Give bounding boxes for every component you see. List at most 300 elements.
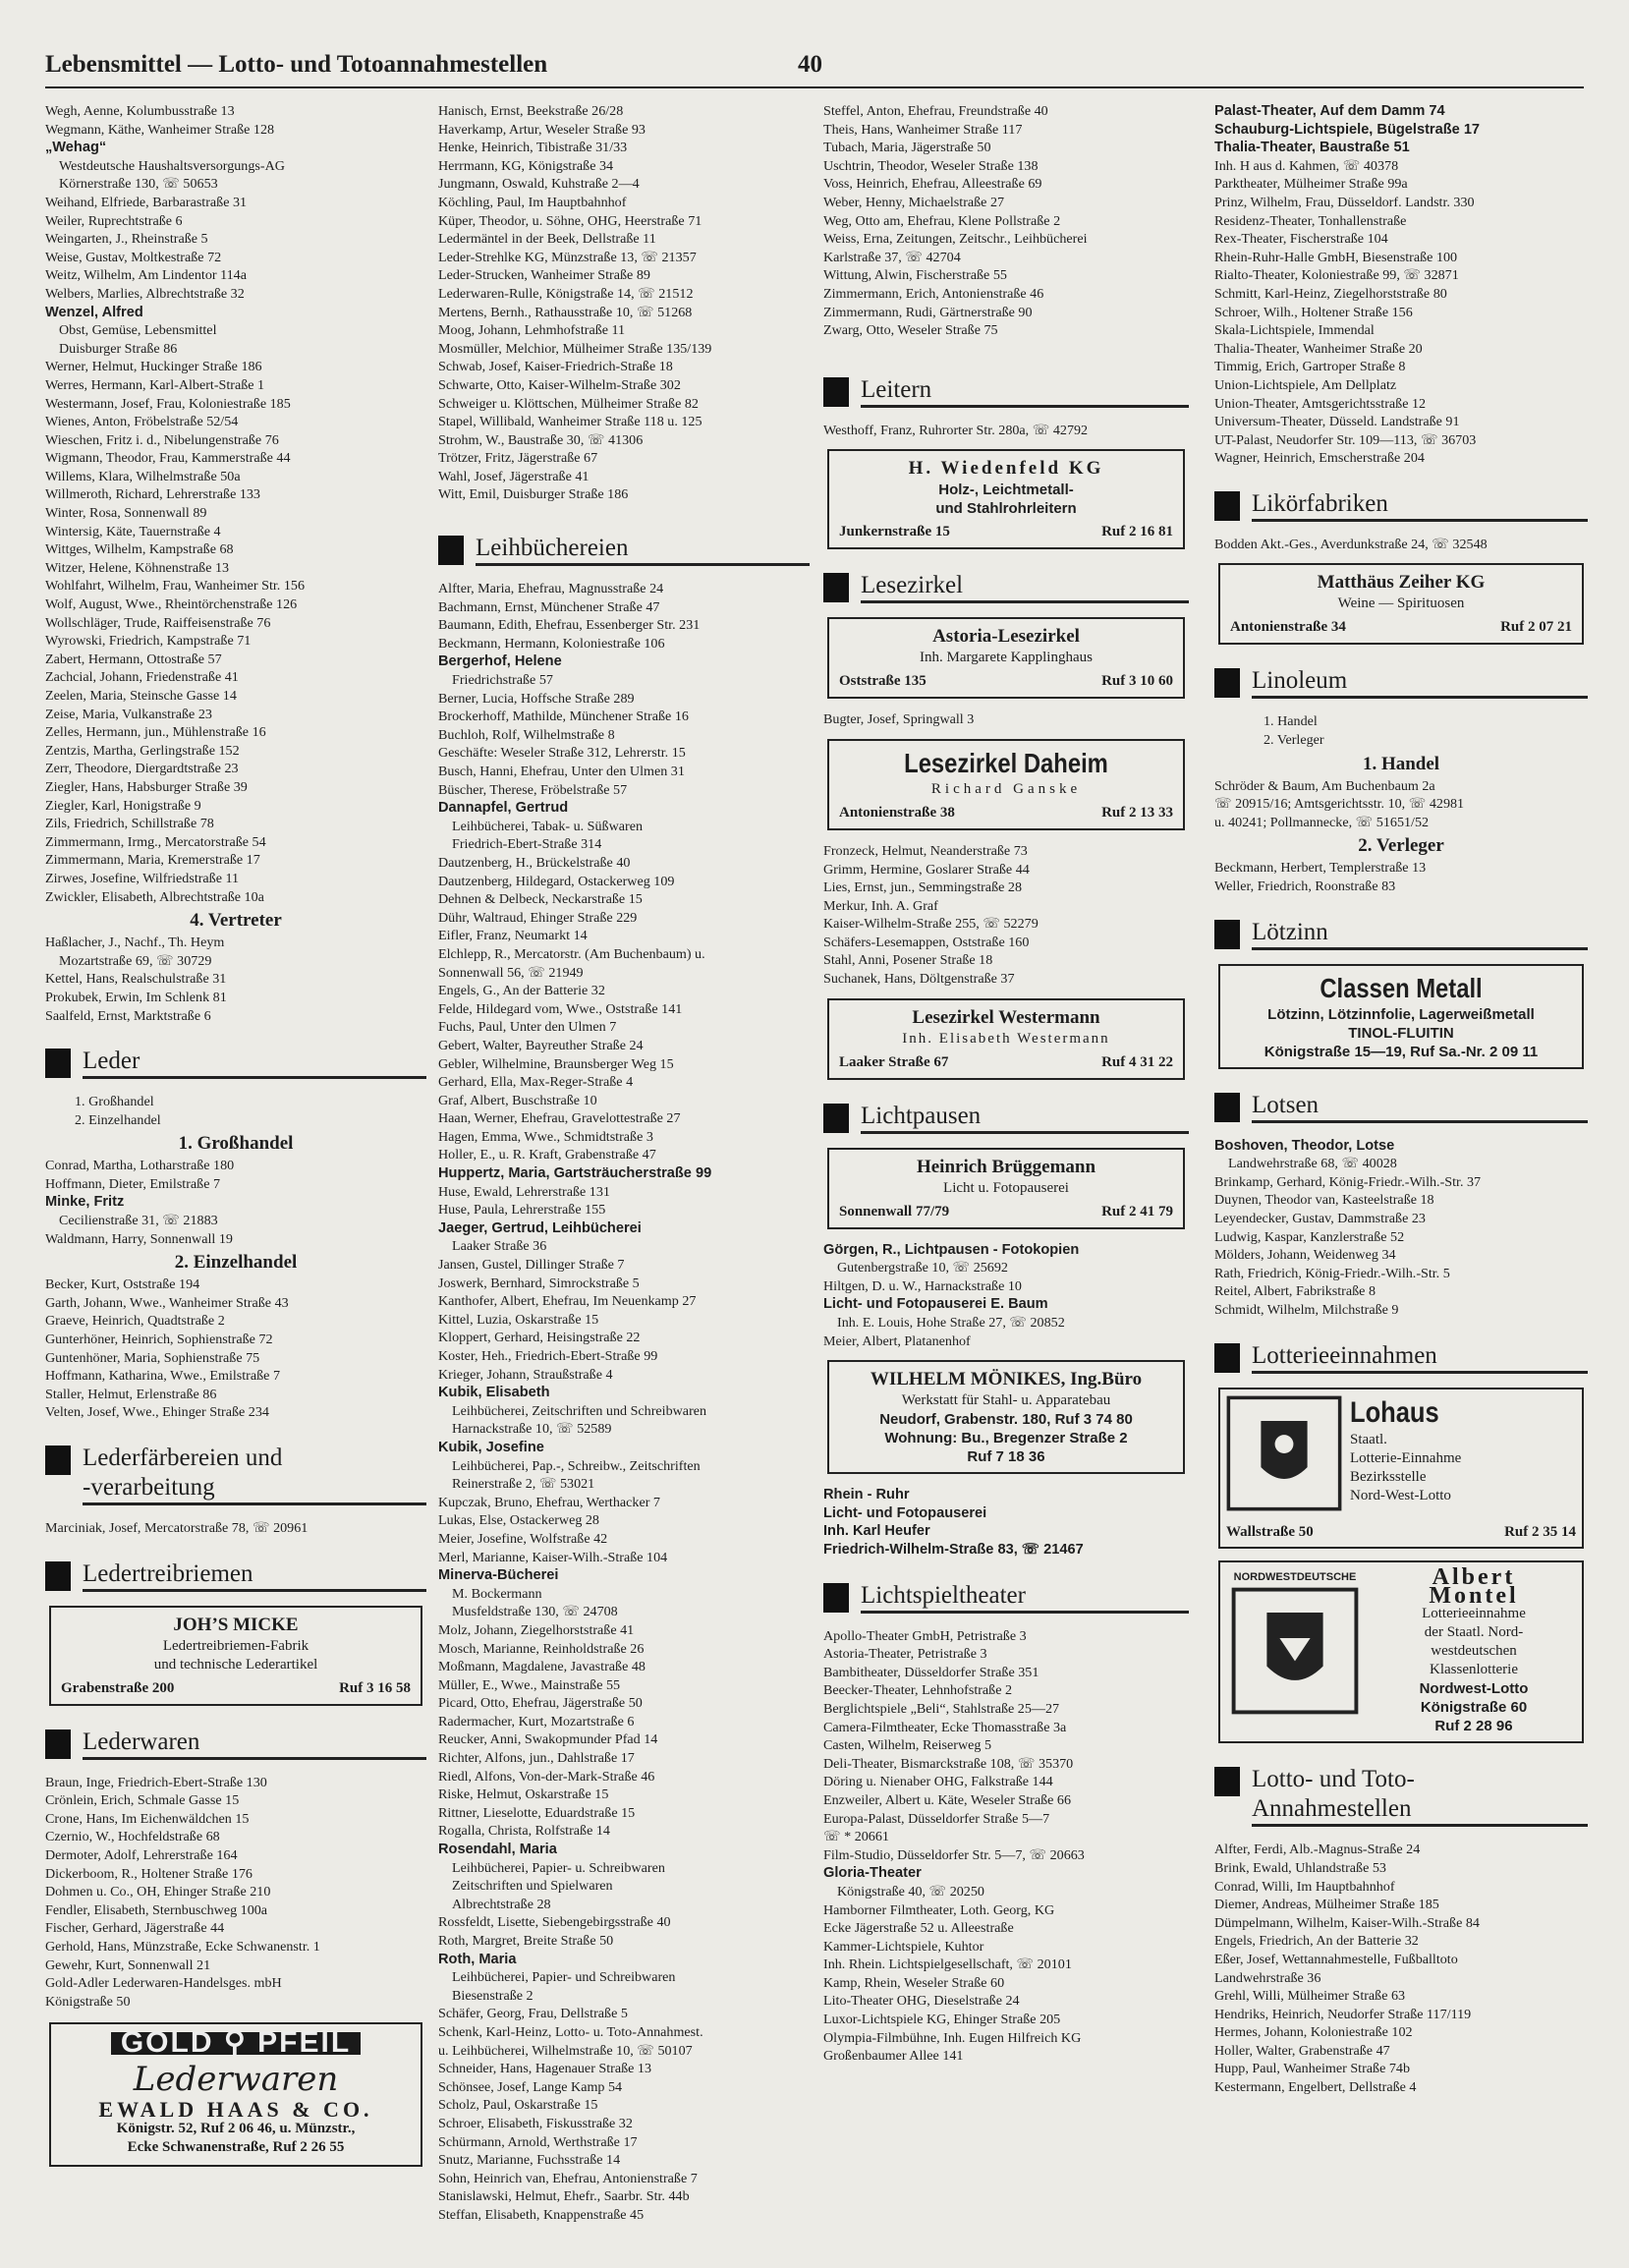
- list-item: Krieger, Johann, Straußstraße 4: [438, 1366, 613, 1383]
- list-item: Ludwig, Kaspar, Kanzlerstraße 52: [1214, 1228, 1405, 1245]
- list-item: Schäfers-Lesemappen, Oststraße 160: [823, 934, 1030, 950]
- list-item: Stapel, Willibald, Wanheimer Straße 118 u. 125: [438, 414, 702, 430]
- list-item: Bachmann, Ernst, Münchener Straße 47: [438, 598, 660, 615]
- subheading-einzelhandel: 2. Einzelhandel: [174, 1252, 298, 1274]
- entry-list: [45, 1230, 426, 1249]
- ad-zeiher: Matthäus Zeiher KG Weine — Spirituosen Antonienstraße 34 Ruf 2 07 21: [1218, 563, 1584, 645]
- list-item: Mosch, Marianne, Reinholdstraße 26: [438, 1640, 645, 1657]
- list-item: Küper, Theodor, u. Söhne, OHG, Heerstraße 71: [438, 212, 702, 229]
- list-item: Gebert, Walter, Bayreuther Straße 24: [438, 1037, 644, 1053]
- section-marker: [1214, 1343, 1240, 1373]
- list-item: Kittel, Luzia, Oskarstraße 15: [438, 1311, 599, 1328]
- section-marker: [1214, 920, 1240, 949]
- list-item: Weitz, Wilhelm, Am Lindentor 114a: [45, 267, 247, 284]
- list-item: ☏ 20915/16; Amtsgerichtsstr. 10, ☏ 42981: [1214, 796, 1465, 813]
- list-item: Dehnen & Delbeck, Neckarstraße 15: [438, 891, 643, 908]
- list-item: Westhoff, Franz, Ruhrorter Str. 280a, ☏ 42792: [823, 422, 1089, 438]
- ad-wiedenfeld: H. Wiedenfeld KG Holz-, Leichtmetall- und Stahlrohrleitern Junkernstraße 15 Ruf 2 16 81: [827, 449, 1185, 549]
- entry-list: [438, 2005, 810, 2224]
- list-item: Hagen, Emma, Wwe., Schmidtstraße 3: [438, 1128, 653, 1145]
- list-item: Lederwaren-Rulle, Königstraße 14, ☏ 21512: [438, 285, 694, 302]
- section-marker: [45, 1049, 71, 1078]
- list-item: Wieschen, Fritz i. d., Nibelungenstraße 76: [45, 431, 279, 448]
- entry-wehag: „Wehag“ Westdeutsche Haushaltsversorgungs-AG Körnerstraße 130, ☏ 50653: [45, 140, 285, 193]
- section-marker: [45, 1729, 71, 1759]
- list-item: Scholz, Paul, Oskarstraße 15: [438, 2097, 598, 2114]
- list-item: Lito-Theater OHG, Dieselstraße 24: [823, 1993, 1020, 2010]
- entry-list: [45, 934, 426, 1025]
- section-marker: [823, 377, 849, 407]
- entry-list: [438, 1256, 810, 1384]
- section-title: Lederfärbereien und: [83, 1445, 283, 1471]
- list-item: ☏ * 20661: [823, 1829, 889, 1845]
- list-item: Uschtrin, Theodor, Weseler Straße 138: [823, 157, 1039, 174]
- list-item: Staller, Helmut, Erlenstraße 86: [45, 1386, 217, 1402]
- list-item: Hupp, Paul, Wanheimer Straße 74b: [1214, 2061, 1411, 2077]
- list-item: Welbers, Marlies, Albrechtstraße 32: [45, 285, 245, 302]
- ad-goldpfeil: GOLD ⚲ PFEIL Lederwaren EWALD HAAS & CO. Königstr. 52, Ruf 2 06 46, u. Münzstr., Ecke Schwanenstraße, Ruf 2 26 55: [49, 2022, 422, 2166]
- list-item: Willmeroth, Richard, Lehrerstraße 133: [45, 486, 260, 503]
- list-item: Werner, Helmut, Huckinger Straße 186: [45, 359, 262, 375]
- section-lotsen: [1214, 1091, 1588, 1123]
- list-item: Weise, Gustav, Moltkestraße 72: [45, 249, 222, 265]
- list-item: Graeve, Heinrich, Quadtstraße 2: [45, 1313, 225, 1330]
- list-item: Weihand, Elfriede, Barbarastraße 31: [45, 194, 248, 210]
- list-item: Casten, Wilhelm, Reiserweg 5: [823, 1737, 992, 1754]
- list-item: UT-Palast, Neudorfer Str. 109—113, ☏ 36703: [1214, 431, 1477, 448]
- list-item: Molz, Johann, Ziegelhorststraße 41: [438, 1621, 635, 1638]
- section-leitern: [823, 375, 1189, 408]
- list-item: Königstraße 50: [45, 1993, 131, 2010]
- list-item: Weiss, Erna, Zeitungen, Zeitschr., Leihbücherei: [823, 231, 1088, 248]
- list-item: Sohn, Heinrich van, Ehefrau, Antonienstraße 7: [438, 2170, 698, 2186]
- entry-list: [438, 102, 810, 504]
- section-title: Leitern: [861, 375, 1189, 408]
- list-item: Rittner, Lieselotte, Eduardstraße 15: [438, 1804, 636, 1821]
- list-item: Schwarte, Otto, Kaiser-Wilhelm-Straße 302: [438, 376, 681, 393]
- list-item: Kestermann, Engelbert, Dellstraße 4: [1214, 2079, 1417, 2096]
- list-item: Merl, Marianne, Kaiser-Wilh.-Straße 104: [438, 1549, 668, 1565]
- list-item: Apollo-Theater GmbH, Petristraße 3: [823, 1627, 1027, 1644]
- list-item: Roth, Margret, Breite Straße 50: [438, 1933, 614, 1949]
- entry-list: [1214, 536, 1588, 554]
- subheading-vertreter: 4. Vertreter: [190, 910, 282, 932]
- list-item: Willems, Klara, Wilhelmstraße 50a: [45, 468, 241, 484]
- section-title: Lotto- und Toto-: [1252, 1766, 1415, 1793]
- list-item: Weingarten, J., Rheinstraße 5: [45, 231, 208, 248]
- list-item: Braun, Inge, Friedrich-Ebert-Straße 130: [45, 1774, 267, 1790]
- list-item: Wyrowski, Friedrich, Kampstraße 71: [45, 633, 252, 650]
- list-item: Gold-Adler Lederwaren-Handelsges. mbH: [45, 1975, 282, 1992]
- goldpfeil-logo: GOLD ⚲ PFEIL: [111, 2032, 361, 2055]
- list-item: Zils, Friedrich, Schillstraße 78: [45, 816, 214, 832]
- list-item: Hamborner Filmtheater, Loth. Georg, KG: [823, 1901, 1055, 1918]
- list-item: Brinkamp, Gerhard, König-Friedr.-Wilh.-Str. 37: [1214, 1173, 1482, 1190]
- list-item: Werres, Hermann, Karl-Albert-Straße 1: [45, 376, 265, 393]
- entry-list: [823, 842, 1189, 989]
- list-item: Zelles, Hermann, jun., Mühlenstraße 16: [45, 724, 266, 741]
- list-item: Dautzenberg, Hildegard, Ostackerweg 109: [438, 873, 675, 889]
- list-item: Zirwes, Josefine, Wilfriedstraße 11: [45, 870, 240, 886]
- list-item: Schröder & Baum, Am Buchenbaum 2a: [1214, 777, 1435, 794]
- list-item: Picard, Otto, Ehefrau, Jägerstraße 50: [438, 1695, 643, 1712]
- list-item: Meier, Josefine, Wolfstraße 42: [438, 1530, 608, 1547]
- running-head: Lebensmittel — Lotto- und Totoannahmestellen: [45, 51, 548, 78]
- ad-daheim: Lesezirkel Daheim Richard Ganske Antonienstraße 38 Ruf 2 13 33: [827, 739, 1185, 830]
- list-item: Conrad, Martha, Lotharstraße 180: [45, 1158, 235, 1174]
- list-item: 1. Großhandel: [75, 1094, 154, 1110]
- list-item: Ledermäntel in der Beek, Dellstraße 11: [438, 231, 656, 248]
- entry-list: [823, 102, 1189, 340]
- section-leihbuechereien: [438, 534, 810, 566]
- list-item: Zimmermann, Maria, Kremerstraße 17: [45, 852, 260, 869]
- list-item: Zimmermann, Erich, Antonienstraße 46: [823, 285, 1044, 302]
- list-item: Bambitheater, Düsseldorfer Straße 351: [823, 1664, 1039, 1680]
- list-item: Kammer-Lichtspiele, Kuhtor: [823, 1938, 984, 1955]
- list-item: Müller, E., Wwe., Mainstraße 55: [438, 1676, 621, 1693]
- list-item: Weller, Friedrich, Roonstraße 83: [1214, 879, 1396, 895]
- list-item: Dautzenberg, H., Brückelstraße 40: [438, 854, 631, 871]
- list-item: Ziegler, Hans, Habsburger Straße 39: [45, 778, 248, 795]
- list-item: Wittung, Alwin, Fischerstraße 55: [823, 267, 1007, 284]
- section-marker: [45, 1561, 71, 1591]
- list-item: Tubach, Maria, Jägerstraße 50: [823, 140, 991, 156]
- column-3: Steffel, Anton, Ehefrau, Freundstraße 40 Theis, Hans, Wanheimer Straße 117 Tubach, Maria, Jägerstraße 50 Uschtrin, Theodor, Weseler Straße 138 Voss, Heinrich, Ehefrau, Alleestraße 69 Weber, Henny, Michaelstraße 27 Weg, Otto am, Ehefrau, Klene Pollstraße 2 Weiss, Erna, Zeitungen, Zeitschr., Leihbücherei Karlstraße 37, ☏ 42704 Wittung, Alwin, Fischerstraße 55 Zimmermann, Erich, Antonienstraße 46 Zimmermann, Rudi, Gärtnerstraße 90 Zwarg, Otto, Weseler Straße 75 Leitern Westhoff, Franz, Ruhrorter Str. 280a, ☏ 42792 H. Wiedenfeld KG Holz-, Leichtmetall- und Stahlrohrleitern Junkernstraße 15 Ruf 2 16 81 Lesezirkel Astoria-Lesezirkel Inh. Margarete Kapplinghaus Oststraße 135 Ruf 3 10 60 Bugter, Josef, Springwall 3 Lesezirkel Daheim Richard Ganske Antonienstraße 38 Ruf 2 13 33 Fronzeck, Helmut, Neanderstraße 73 Grimm, Hermine, Goslarer Straße 44 Lies, Ernst, jun., Semmingstraße 28 Merkur, Inh. A. Graf Kaiser-Wilhelm-Straße 255, ☏ 52279 Schäfers-Lesemappen, Oststraße 160 Stahl, Anni, Posener Straße 18 Suchanek, Hans, Döltgenstraße 37 Lesezirkel Westermann Inh. Elisabeth Westermann Laaker Straße 67 Ruf 4 31 22 Lichtpausen Heinrich Brüggemann Licht u. Fotopauserei Sonnenwall 77/79 Ruf 2 41 79 Görgen, R., Lichtpausen - Fotokopien Gutenbergstraße 10, ☏ 25692 Hiltgen, D. u. W., Harnackstraße 10 Licht- und Fotopauserei E. Baum Inh. E. Louis, Hohe Straße 27, ☏ 20852 Meier, Albert, Platanenhof WILHELM MÖNIKES, Ing.Büro Werkstatt für Stahl- u. Apparatebau Neudorf, Grabenstr. 180, Ruf 3 74 80 Wohnung: Bu., Bregenzer Straße 2 Ruf 7 18 36 Rhein - Ruhr Licht- und Fotopauserei Inh. Karl Heufer Friedrich-Wilhelm-Straße 83, ☏ 21467 Lichtspieltheater Apollo-Theater GmbH, Petristraße 3 Astoria-Theater, Petristraße 3 Bambitheater, Düsseldorfer Straße 351 Beecker-Theater, Lehnhofstraße 2 Berglichtspiele „Beli“, Stahlstraße 25—27 Camera-Filmtheater, Ecke Thomasstraße 3a Casten, Wilhelm, Reiserweg 5 Deli-Theater, Bismarckstraße 108, ☏ 35370 Döring u. Nienaber OHG, Falkstraße 144 Enzweiler, Albert u. Käte, Weseler Straße 66 Europa-Palast, Düsseldorfer Straße 5—7 ☏ * 20661 Film-Studio, Düsseldorfer Str. 5—7, ☏ 20663 Gloria-Theater Königstraße 40, ☏ 20250 Hamborner Filmtheater, Loth. Georg, KG Ecke Jägerstraße 52 u. Alleestraße Kammer-Lichtspiele, Kuhtor Inh. Rhein. Lichtspielgesellschaft, ☏ 20101 Kamp, Rhein, Weseler Straße 60 Lito-Theater OHG, Dieselstraße 24 Luxor-Lichtspiele KG, Ehinger Straße 205 Olympia-Filmbühne, Inh. Eugen Hilfreich KG Großenbaumer Allee 141: [823, 102, 1189, 2254]
- list-item: Eßer, Josef, Wettannahmestelle, Fußballtoto: [1214, 1951, 1458, 1967]
- list-item: Wigmann, Theodor, Frau, Kammerstraße 44: [45, 450, 291, 467]
- list-item: Lies, Ernst, jun., Semmingstraße 28: [823, 879, 1022, 896]
- list-item: Wahl, Josef, Jägerstraße 41: [438, 468, 590, 484]
- list-item: Engels, G., An der Batterie 32: [438, 983, 605, 999]
- list-item: Schroer, Elisabeth, Fiskusstraße 32: [438, 2115, 633, 2131]
- list-item: Moßmann, Magdalene, Javastraße 48: [438, 1659, 646, 1675]
- section-marker: [1214, 491, 1240, 521]
- ad-westermann: Lesezirkel Westermann Inh. Elisabeth Westermann Laaker Straße 67 Ruf 4 31 22: [827, 998, 1185, 1080]
- list-item: Inh. Rhein. Lichtspielgesellschaft, ☏ 20101: [823, 1956, 1072, 1973]
- list-item: Zimmermann, Irmg., Mercatorstraße 54: [45, 833, 266, 850]
- list-item: Haßlacher, J., Nachf., Th. Heym: [45, 935, 225, 951]
- entry-list: [45, 1519, 426, 1538]
- list-item: Riske, Helmut, Oskarstraße 15: [438, 1786, 609, 1803]
- section-title: Linoleum: [1252, 666, 1588, 699]
- entry-list: [438, 690, 810, 800]
- list-item: Zabert, Hermann, Ottostraße 57: [45, 651, 222, 667]
- list-item: Garth, Johann, Wwe., Wanheimer Straße 43: [45, 1294, 289, 1311]
- list-item: Europa-Palast, Düsseldorfer Straße 5—7: [823, 1810, 1050, 1827]
- list-item: Graf, Albert, Buschstraße 10: [438, 1092, 597, 1108]
- list-item: Fronzeck, Helmut, Neanderstraße 73: [823, 842, 1028, 859]
- list-item: Kaiser-Wilhelm-Straße 255, ☏ 52279: [823, 916, 1039, 933]
- list-item: u. Leihbücherei, Wilhelmstraße 10, ☏ 50107: [438, 2042, 693, 2059]
- entry-list: [823, 1901, 1189, 2066]
- list-item: Karlstraße 37, ☏ 42704: [823, 249, 961, 265]
- list-item: Schauburg-Lichtspiele, Bügelstraße 17: [1214, 121, 1481, 138]
- list-item: Baumann, Edith, Ehefrau, Essenberger Str. 231: [438, 617, 701, 634]
- column-1: Wegh, Aenne, Kolumbusstraße 13 Wegmann, Käthe, Wanheimer Straße 128 „Wehag“ Westdeutsche Haushaltsversorgungs-AG Körnerstraße 130, ☏ 50653 Weihand, Elfriede, Barbarastraße 31 Weiler, Ruprechtstraße 6 Weingarten, J., Rheinstraße 5 Weise, Gustav, Moltkestraße 72 Weitz, Wilhelm, Am Lindentor 114a Welbers, Marlies, Albrechtstraße 32 Wenzel, Alfred Obst, Gemüse, Lebensmittel Duisburger Straße 86 Werner, Helmut, Huckinger Straße 186 Werres, Hermann, Karl-Albert-Straße 1 Westermann, Josef, Frau, Koloniestraße 185 Wienes, Anton, Fröbelstraße 52/54 Wieschen, Fritz i. d., Nibelungenstraße 76 Wigmann, Theodor, Frau, Kammerstraße 44 Willems, Klara, Wilhelmstraße 50a Willmeroth, Richard, Lehrerstraße 133 Winter, Rosa, Sonnenwall 89 Wintersig, Käte, Tauernstraße 4 Wittges, Wilhelm, Kampstraße 68 Witzer, Helene, Köhnenstraße 13 Wohlfahrt, Wilhelm, Frau, Wanheimer Str. 156 Wolf, August, Wwe., Rheintörchenstraße 126 Wollschläger, Trude, Raiffeisenstraße 76 Wyrowski, Friedrich, Kampstraße 71 Zabert, Hermann, Ottostraße 57 Zachcial, Johann, Friedenstraße 41 Zeelen, Maria, Steinsche Gasse 14 Zeise, Maria, Vulkanstraße 23 Zelles, Hermann, jun., Mühlenstraße 16 Zentzis, Martha, Gerlingstraße 152 Zerr, Theodore, Diergardtstraße 23 Ziegler, Hans, Habsburger Straße 39 Ziegler, Karl, Honigstraße 9 Zils, Friedrich, Schillstraße 78 Zimmermann, Irmg., Mercatorstraße 54 Zimmermann, Maria, Kremerstraße 17 Zirwes, Josefine, Wilfriedstraße 11 Zwickler, Elisabeth, Albrechtstraße 10a 4. Vertreter Haßlacher, J., Nachf., Th. Heym Mozartstraße 69, ☏ 30729 Kettel, Hans, Realschulstraße 31 Prokubek, Erwin, Im Schlenk 81 Saalfeld, Ernst, Marktstraße 6 Leder 1. Großhandel 2. Einzelhandel 1. Großhandel Conrad, Martha, Lotharstraße 180 Hoffmann, Dieter, Emilstraße 7 Minke, Fritz Cecilienstraße 31, ☏ 21883 Waldmann, Harry, Sonnenwall 19 2. Einzelhandel Becker, Kurt, Oststraße 194 Garth, Johann, Wwe., Wanheimer Straße 43 Graeve, Heinrich, Quadtstraße 2 Gunterhöner, Heinrich, Sophienstraße 72 Guntenhöner, Maria, Sophienstraße 75 Hoffmann, Katharina, Wwe., Emilstraße 7 Staller, Helmut, Erlenstraße 86 Velten, Josef, Wwe., Ehinger Straße 234 Lederfärbereien und -verarbeitung Marciniak, Josef, Mercatorstraße 78, ☏ 20961 Ledertreibriemen JOH’S MICKE Ledertreibriemen-Fabrik und technische Lederartikel Grabenstraße 200 Ruf 3 16 58 Lederwaren Braun, Inge, Friedrich-Ebert-Straße 130 Crönlein, Erich, Schmale Gasse 15 Crone, Hans, Im Eichenwäldchen 15 Czernio, W., Hochfeldstraße 68 Dermoter, Adolf, Lehrerstraße 164 Dickerboom, R., Holtener Straße 176 Dohmen u. Co., OH, Ehinger Straße 210 Fendler, Elisabeth, Sternbuschweg 100a Fischer, Gerhard, Jägerstraße 44 Gerhold, Hans, Münzstraße, Ecke Schwanenstr. 1 Gewehr, Kurt, Sonnenwall 21 Gold-Adler Lederwaren-Handelsges. mbH Königstraße 50 GOLD ⚲ PFEIL Lederwaren EWALD HAAS & CO. Königstr. 52, Ruf 2 06 46, u. Münzstr., Ecke Schwanenstraße, Ruf 2 26 55: [45, 102, 426, 2254]
- list-item: Elchlepp, R., Mercatorstr. (Am Buchenbaum) u.: [438, 945, 705, 962]
- list-item: Strohm, W., Baustraße 30, ☏ 41306: [438, 431, 644, 448]
- section-title-line2: -verarbeitung: [83, 1474, 215, 1501]
- list-item: Residenz-Theater, Tonhallenstraße: [1214, 212, 1407, 229]
- list-item: Inh. H aus d. Kahmen, ☏ 40378: [1214, 157, 1399, 174]
- section-title: Lotsen: [1252, 1091, 1588, 1123]
- page-number: 40: [798, 51, 822, 78]
- list-item: Stahl, Anni, Posener Straße 18: [823, 952, 993, 969]
- list-item: Zentzis, Martha, Gerlingstraße 152: [45, 742, 240, 759]
- section-title: Leihbüchereien: [476, 534, 810, 566]
- list-item: 1. Handel: [1264, 713, 1318, 730]
- list-item: Schneider, Hans, Hagenauer Straße 13: [438, 2061, 652, 2077]
- entry-list: [1214, 712, 1588, 749]
- list-item: Alfter, Maria, Ehefrau, Magnusstraße 24: [438, 581, 664, 597]
- lottery-seal-icon: [1226, 1395, 1342, 1511]
- list-item: Mosmüller, Melchior, Mülheimer Straße 135/139: [438, 340, 712, 357]
- list-item: Schroer, Wilh., Holtener Straße 156: [1214, 304, 1413, 320]
- list-item: Film-Studio, Düsseldorfer Str. 5—7, ☏ 20663: [823, 1846, 1085, 1863]
- section-marker: [1214, 668, 1240, 698]
- list-item: Rex-Theater, Fischerstraße 104: [1214, 231, 1388, 248]
- list-item: Zimmermann, Rudi, Gärtnerstraße 90: [823, 304, 1033, 320]
- list-item: 2. Verleger: [1264, 732, 1324, 749]
- ad-micke: JOH’S MICKE Ledertreibriemen-Fabrik und technische Lederartikel Grabenstraße 200 Ruf 3 16 58: [49, 1606, 422, 1706]
- list-item: Hoffmann, Katharina, Wwe., Emilstraße 7: [45, 1368, 281, 1385]
- list-item: Diemer, Andreas, Mülheimer Straße 185: [1214, 1897, 1439, 1913]
- list-item: Snutz, Marianne, Fuchsstraße 14: [438, 2152, 621, 2169]
- list-item: Weber, Henny, Michaelstraße 27: [823, 194, 1005, 210]
- list-item: Fendler, Elisabeth, Sternbuschweg 100a: [45, 1901, 268, 1918]
- entry-wenzel: Wenzel, Alfred Obst, Gemüse, Lebensmittel Duisburger Straße 86: [45, 304, 217, 357]
- list-item: Bodden Akt.-Ges., Averdunkstraße 24, ☏ 32548: [1214, 536, 1488, 552]
- list-item: Hermes, Johann, Koloniestraße 102: [1214, 2024, 1413, 2041]
- list-item: Beckmann, Herbert, Templerstraße 13: [1214, 860, 1427, 877]
- section-marker: [1214, 1767, 1240, 1796]
- entry-list: [438, 1494, 810, 1566]
- list-item: Parktheater, Mülheimer Straße 99a: [1214, 176, 1408, 193]
- list-item: Zachcial, Johann, Friedenstraße 41: [45, 669, 239, 686]
- list-item: Winter, Rosa, Sonnenwall 89: [45, 505, 207, 522]
- list-item: Reitel, Albert, Fabrikstraße 8: [1214, 1283, 1376, 1300]
- section-ledertreibriemen: [45, 1559, 426, 1592]
- list-item: u. 40241; Pollmannecke, ☏ 51651/52: [1214, 814, 1430, 830]
- ad-brueggemann: Heinrich Brüggemann Licht u. Fotopauserei Sonnenwall 77/79 Ruf 2 41 79: [827, 1148, 1185, 1229]
- list-item: Sonnenwall 56, ☏ 21949: [438, 964, 584, 981]
- list-item: Zwarg, Otto, Weseler Straße 75: [823, 322, 998, 339]
- entry-list: [1214, 859, 1588, 895]
- list-item: Rogalla, Christa, Rolfstraße 14: [438, 1823, 610, 1840]
- section-linoleum: [1214, 666, 1588, 699]
- entry-list: [45, 358, 426, 906]
- list-item: Universum-Theater, Düsseld. Landstraße 91: [1214, 414, 1460, 430]
- list-item: Zwickler, Elisabeth, Albrechtstraße 10a: [45, 888, 264, 905]
- list-item: Wollschläger, Trude, Raiffeisenstraße 76: [45, 614, 271, 631]
- ad-moenikes: WILHELM MÖNIKES, Ing.Büro Werkstatt für Stahl- u. Apparatebau Neudorf, Grabenstr. 180, Ruf 3 74 80 Wohnung: Bu., Bregenzer Straße 2 Ruf 7 18 36: [827, 1360, 1185, 1474]
- list-item: Busch, Hanni, Ehefrau, Unter den Ulmen 31: [438, 764, 685, 779]
- section-lesezirkel: [823, 571, 1189, 603]
- list-item: Rialto-Theater, Koloniestraße 99, ☏ 32871: [1214, 267, 1459, 284]
- list-item: Beckmann, Hermann, Koloniestraße 106: [438, 635, 665, 652]
- list-item: Berglichtspiele „Beli“, Stahlstraße 25—27: [823, 1700, 1060, 1717]
- ad-astoria: Astoria-Lesezirkel Inh. Margarete Kapplinghaus Oststraße 135 Ruf 3 10 60: [827, 617, 1185, 699]
- list-item: Conrad, Willi, Im Hauptbahnhof: [1214, 1878, 1395, 1895]
- list-item: Duynen, Theodor van, Kasteelstraße 18: [1214, 1192, 1434, 1209]
- entry-list: [45, 194, 426, 304]
- list-item: Zeelen, Maria, Steinsche Gasse 14: [45, 688, 237, 704]
- list-item: Rhein-Ruhr-Halle GmbH, Biesenstraße 100: [1214, 249, 1458, 265]
- list-item: Schmidt, Wilhelm, Milchstraße 9: [1214, 1301, 1399, 1318]
- list-item: Buchloh, Rolf, Wilhelmstraße 8: [438, 726, 615, 743]
- list-item: Luxor-Lichtspiele KG, Ehinger Straße 205: [823, 2012, 1061, 2028]
- list-item: Westermann, Josef, Frau, Koloniestraße 185: [45, 395, 291, 412]
- list-item: Suchanek, Hans, Döltgenstraße 37: [823, 971, 1015, 988]
- list-item: Fischer, Gerhard, Jägerstraße 44: [45, 1920, 225, 1937]
- section-lotto: [1214, 1765, 1588, 1827]
- section-loetzinn: [1214, 918, 1588, 950]
- entry-list: [438, 1621, 810, 1841]
- list-item: Grimm, Hermine, Goslarer Straße 44: [823, 861, 1030, 878]
- list-item: Crone, Hans, Im Eichenwäldchen 15: [45, 1810, 250, 1827]
- list-item: Beecker-Theater, Lehnhofstraße 2: [823, 1682, 1013, 1699]
- list-item: Palast-Theater, Auf dem Damm 74: [1214, 103, 1445, 119]
- section-marker: [438, 536, 464, 565]
- section-lotterie: [1214, 1341, 1588, 1374]
- list-item: Landwehrstraße 36: [1214, 1969, 1321, 1986]
- list-item: Deli-Theater, Bismarckstraße 108, ☏ 35370: [823, 1755, 1074, 1772]
- section-lederwaren: [45, 1728, 426, 1760]
- list-item: Schmitt, Karl-Heinz, Ziegelhorststraße 80: [1214, 285, 1447, 302]
- section-title: Lichtspieltheater: [861, 1581, 1189, 1614]
- list-item: Holler, Walter, Grabenstraße 47: [1214, 2042, 1390, 2059]
- list-item: Mertens, Bernh., Rathausstraße 10, ☏ 51268: [438, 304, 693, 320]
- list-item: Wintersig, Käte, Tauernstraße 4: [45, 523, 221, 539]
- ad-lohaus: Lohaus Staatl. Lotterie-Einnahme Bezirksstelle Nord-West-Lotto Wallstraße 50 Ruf 2 35 14: [1218, 1388, 1584, 1550]
- section-marker: [823, 1583, 849, 1613]
- list-item: Union-Lichtspiele, Am Dellplatz: [1214, 376, 1397, 393]
- column-4: Palast-Theater, Auf dem Damm 74 Schauburg-Lichtspiele, Bügelstraße 17 Thalia-Theater, Baustraße 51 Inh. H aus d. Kahmen, ☏ 40378 Parktheater, Mülheimer Straße 99a Prinz, Wilhelm, Frau, Düsseldorf. Landstr. 330 Residenz-Theater, Tonhallenstraße Rex-Theater, Fischerstraße 104 Rhein-Ruhr-Halle GmbH, Biesenstraße 100 Rialto-Theater, Koloniestraße 99, ☏ 32871 Schmitt, Karl-Heinz, Ziegelhorststraße 80 Schroer, Wilh., Holtener Straße 156 Skala-Lichtspiele, Immendal Thalia-Theater, Wanheimer Straße 20 Timmig, Erich, Gartroper Straße 8 Union-Lichtspiele, Am Dellplatz Union-Theater, Amtsgerichtsstraße 12 Universum-Theater, Düsseld. Landstraße 91 UT-Palast, Neudorfer Str. 109—113, ☏ 36703 Wagner, Heinrich, Emscherstraße 204 Likörfabriken Bodden Akt.-Ges., Averdunkstraße 24, ☏ 32548 Matthäus Zeiher KG Weine — Spirituosen Antonienstraße 34 Ruf 2 07 21 Linoleum 1. Handel 2. Verleger 1. Handel Schröder & Baum, Am Buchenbaum 2a ☏ 20915/16; Amtsgerichtsstr. 10, ☏ 42981 u. 40241; Pollmannecke, ☏ 51651/52 2. Verleger Beckmann, Herbert, Templerstraße 13 Weller, Friedrich, Roonstraße 83 Lötzinn Classen Metall Lötzinn, Lötzinnfolie, Lagerweißmetall TINOL-FLUITIN Königstraße 15—19, Ruf Sa.-Nr. 2 09 11 Lotsen Boshoven, Theodor, Lotse Landwehrstraße 68, ☏ 40028 Brinkamp, Gerhard, König-Friedr.-Wilh.-Str. 37 Duynen, Theodor van, Kasteelstraße 18 Leyendecker, Gustav, Dammstraße 23 Ludwig, Kaspar, Kanzlerstraße 52 Mölders, Johann, Weidenweg 34 Rath, Friedrich, König-Friedr.-Wilh.-Str. 5 Reitel, Albert, Fabrikstraße 8 Schmidt, Wilhelm, Milchstraße 9 Lotterieeinnahmen Lohaus Staatl. Lotterie-Einnahme Bezirksstelle Nord-West-Lotto Wallstraße 50 Ruf 2 35 14 NORDWESTDEUTSCHE Albert Montel Lotterieeinnahme der Staatl. Nord- westdeutschen Klassenlotterie Nordwest-Lotto Königstraße 60 Ruf 2 28 96 Lotto- und Toto- Annahmestellen Alfter, Ferdi, Alb.-Magnus-Straße 24 Brink, Ewald, Uhlandstraße 53 Conrad, Willi, Im Hauptbahnhof Diemer, Andreas, Mülheimer Straße 185 Dümpelmann, Wilhelm, Kaiser-Wilh.-Straße 84 Engels, Friedrich, An der Batterie 32 Eßer, Josef, Wettannahmestelle, Fußballtoto Landwehrstraße 36 Grehl, Willi, Mülheimer Straße 63 Hendriks, Heinrich, Neudorfer Straße 117/119 Hermes, Johann, Koloniestraße 102 Holler, Walter, Grabenstraße 47 Hupp, Paul, Wanheimer Straße 74b Kestermann, Engelbert, Dellstraße 4: [1214, 102, 1588, 2254]
- list-item: Lukas, Else, Ostackerweg 28: [438, 1512, 599, 1529]
- ad-classen: Classen Metall Lötzinn, Lötzinnfolie, Lagerweißmetall TINOL-FLUITIN Königstraße 15—19, Ruf Sa.-Nr. 2 09 11: [1218, 964, 1584, 1069]
- list-item: 2. Einzelhandel: [75, 1111, 161, 1128]
- list-item: Richter, Alfons, jun., Dahlstraße 17: [438, 1750, 635, 1767]
- section-title: Ledertreibriemen: [83, 1559, 426, 1592]
- list-item: Waldmann, Harry, Sonnenwall 19: [45, 1230, 233, 1247]
- list-item: Hoffmann, Dieter, Emilstraße 7: [45, 1175, 221, 1192]
- section-likoerfabriken: [1214, 489, 1588, 522]
- list-item: Ecke Jägerstraße 52 u. Alleestraße: [823, 1920, 1014, 1937]
- list-item: Döring u. Nienaber OHG, Falkstraße 144: [823, 1774, 1053, 1790]
- list-item: Dickerboom, R., Holtener Straße 176: [45, 1865, 253, 1882]
- list-item: Zerr, Theodore, Diergardtstraße 23: [45, 761, 239, 777]
- list-item: Geschäfte: Weseler Straße 312, Lehrerstr. 15: [438, 745, 686, 762]
- list-item: Saalfeld, Ernst, Marktstraße 6: [45, 1007, 211, 1024]
- list-item: Wegh, Aenne, Kolumbusstraße 13: [45, 103, 235, 119]
- list-item: Hendriks, Heinrich, Neudorfer Straße 117/119: [1214, 2006, 1472, 2022]
- list-item: Radermacher, Kurt, Mozartstraße 6: [438, 1713, 635, 1729]
- list-item: Prokubek, Erwin, Im Schlenk 81: [45, 989, 227, 1005]
- section-title: Likörfabriken: [1252, 489, 1588, 522]
- entry-list: [45, 1774, 426, 2012]
- entry-list: [438, 1913, 810, 1950]
- section-lichtspieltheater: [823, 1581, 1189, 1614]
- list-item: Prinz, Wilhelm, Frau, Düsseldorf. Landstr. 330: [1214, 194, 1475, 210]
- section-marker: [823, 573, 849, 602]
- entry-list: [1214, 102, 1588, 157]
- list-item: Gewehr, Kurt, Sonnenwall 21: [45, 1956, 211, 1973]
- list-item: Kamp, Rhein, Weseler Straße 60: [823, 1974, 1005, 1991]
- list-item: Witt, Emil, Duisburger Straße 186: [438, 486, 629, 503]
- list-item: Astoria-Theater, Petristraße 3: [823, 1646, 987, 1663]
- list-item: Dermoter, Adolf, Lehrerstraße 164: [45, 1846, 238, 1863]
- list-item: Gunterhöner, Heinrich, Sophienstraße 72: [45, 1332, 273, 1348]
- list-item: Crönlein, Erich, Schmale Gasse 15: [45, 1792, 240, 1809]
- list-item: Schönsee, Josef, Lange Kamp 54: [438, 2078, 623, 2095]
- page-header: [45, 47, 1584, 88]
- list-item: Henke, Heinrich, Tibistraße 31/33: [438, 140, 628, 156]
- section-title: Leder: [83, 1047, 426, 1079]
- list-item: Alfter, Ferdi, Alb.-Magnus-Straße 24: [1214, 1842, 1421, 1858]
- list-item: Steffan, Elisabeth, Knappenstraße 45: [438, 2206, 645, 2223]
- entry-list: [1214, 1173, 1588, 1320]
- entry-list: [438, 854, 810, 1164]
- list-item: Kanthofer, Albert, Ehefrau, Im Neuenkamp 27: [438, 1293, 697, 1310]
- list-item: Brockerhoff, Mathilde, Münchener Straße 16: [438, 709, 689, 725]
- section-title: Lesezirkel: [861, 571, 1189, 603]
- list-item: Schwab, Josef, Kaiser-Friedrich-Straße 18: [438, 359, 673, 375]
- list-item: Rossfeldt, Lisette, Siebengebirgsstraße 40: [438, 1914, 671, 1931]
- list-item: Dümpelmann, Wilhelm, Kaiser-Wilh.-Straße 84: [1214, 1914, 1480, 1931]
- list-item: Engels, Friedrich, An der Batterie 32: [1214, 1933, 1419, 1950]
- list-item: Kloppert, Gerhard, Heisingstraße 22: [438, 1330, 641, 1346]
- ad-montel: NORDWESTDEUTSCHE Albert Montel Lotterieeinnahme der Staatl. Nord- westdeutschen Klassenlotterie Nordwest-Lotto Königstraße 60 Ruf 2 28 96: [1218, 1560, 1584, 1743]
- list-item: Ziegler, Karl, Honigstraße 9: [45, 797, 201, 814]
- list-item: Velten, Josef, Wwe., Ehinger Straße 234: [45, 1404, 269, 1421]
- list-item: Leyendecker, Gustav, Dammstraße 23: [1214, 1211, 1426, 1226]
- list-item: Merkur, Inh. A. Graf: [823, 897, 938, 914]
- list-item: Holler, E., u. R. Kraft, Grabenstraße 47: [438, 1147, 656, 1163]
- list-item: Wienes, Anton, Fröbelstraße 52/54: [45, 414, 239, 430]
- list-item: Joswerk, Bernhard, Simrockstraße 5: [438, 1275, 640, 1291]
- entry-minke: Minke, Fritz: [45, 1194, 125, 1211]
- list-item: Büscher, Therese, Fröbelstraße 57: [438, 781, 628, 798]
- section-title: Lichtpausen: [861, 1102, 1189, 1134]
- list-item: Gerhold, Hans, Münzstraße, Ecke Schwanenstr. 1: [45, 1938, 320, 1955]
- list-item: Brink, Ewald, Uhlandstraße 53: [1214, 1859, 1386, 1876]
- list-item: Wittges, Wilhelm, Kampstraße 68: [45, 541, 234, 558]
- list-item: Marciniak, Josef, Mercatorstraße 78, ☏ 20961: [45, 1520, 309, 1536]
- entry-list: [438, 1183, 810, 1219]
- entry-rhein-ruhr: Rhein - Ruhr Licht- und Fotopauserei Inh. Karl Heufer Friedrich-Wilhelm-Straße 83, ☏ 21467: [823, 1487, 1084, 1558]
- section-title-line2: Annahmestellen: [1252, 1795, 1412, 1823]
- entry-list: [1214, 1841, 1588, 2096]
- list-item: Gebler, Wilhelmine, Braunsberger Weg 15: [438, 1055, 674, 1072]
- list-item: Felde, Hildegard vom, Wwe., Oststraße 141: [438, 1000, 683, 1017]
- list-item: Skala-Lichtspiele, Immendal: [1214, 322, 1375, 339]
- list-item: Camera-Filmtheater, Ecke Thomasstraße 3a: [823, 1719, 1067, 1735]
- list-item: Fuchs, Paul, Unter den Ulmen 7: [438, 1019, 617, 1036]
- list-item: Witzer, Helene, Köhnenstraße 13: [45, 559, 230, 576]
- list-item: Theis, Hans, Wanheimer Straße 117: [823, 121, 1023, 138]
- entry-list: [823, 422, 1189, 440]
- list-item: Jungmann, Oswald, Kuhstraße 2—4: [438, 176, 640, 193]
- entry-list: [1214, 777, 1588, 832]
- entry-list: [823, 1627, 1189, 1865]
- entry-list: [45, 1093, 426, 1129]
- section-marker: [45, 1446, 71, 1475]
- list-item: Kupczak, Bruno, Ehefrau, Werthacker 7: [438, 1494, 660, 1510]
- list-item: Czernio, W., Hochfeldstraße 68: [45, 1829, 220, 1845]
- list-item: Schenk, Karl-Heinz, Lotto- u. Toto-Annahmest.: [438, 2023, 703, 2040]
- list-item: Moog, Johann, Lehmhofstraße 11: [438, 322, 626, 339]
- section-lederfaerbereien: [45, 1444, 426, 1505]
